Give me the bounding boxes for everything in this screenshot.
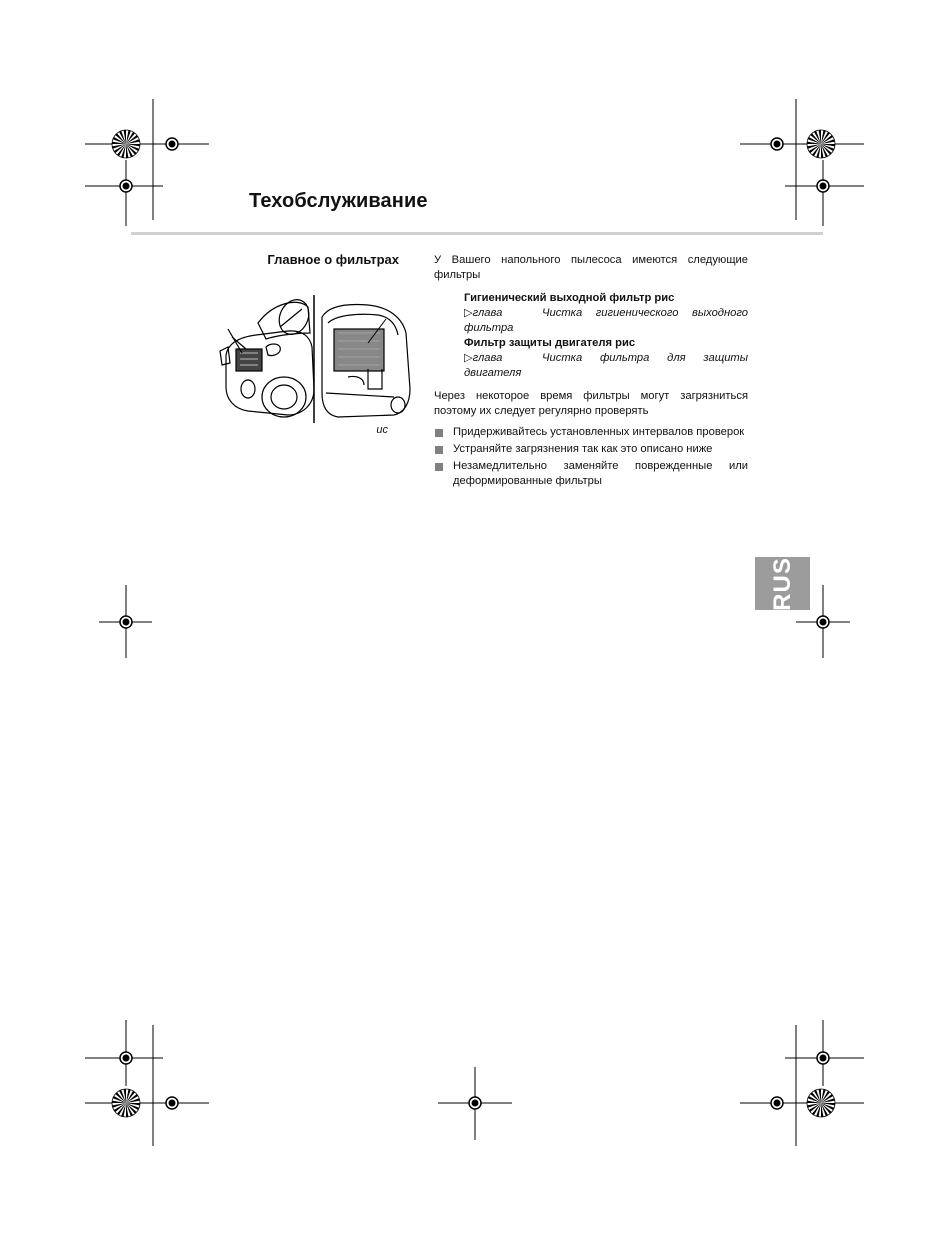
list-item: Придерживайтесь установленных интервалов проверок [434, 425, 748, 440]
page-title: Техобслуживание [249, 190, 428, 212]
starburst-mark [112, 1089, 140, 1117]
figure-caption: ис [376, 424, 388, 436]
filter-item [464, 336, 748, 381]
language-label: RUS [768, 556, 796, 611]
starburst-mark [807, 1089, 835, 1117]
filter-item [464, 291, 748, 336]
vacuum-filter-illustration [218, 293, 413, 423]
filter-title: Гигиенический выходной фильтр рис [464, 292, 675, 304]
triangle-pointer-icon: ▷ [464, 352, 473, 364]
filter-reference [464, 351, 748, 381]
body-column [434, 253, 748, 491]
chapter-label: глава [472, 307, 503, 319]
square-bullet-icon [435, 429, 443, 437]
note-text: Через некоторое время фильтры могут загрязниться поэтому их следует регулярно проверять [434, 390, 748, 417]
language-tab [755, 557, 810, 610]
chapter-title: Чистка гигиенического выходного фильтра [464, 307, 748, 334]
triangle-pointer-icon: ▷ [464, 307, 473, 319]
filter-list [464, 291, 748, 381]
filter-title: Фильтр защиты двигателя рис [464, 337, 636, 349]
square-bullet-icon [435, 463, 443, 471]
starburst-mark [807, 130, 835, 158]
list-item: Незамедлительно заменяйте поврежденные или деформированные фильтры [434, 459, 748, 489]
starburst-mark [112, 130, 140, 158]
chapter-title: Чистка фильтра для защиты двигателя [464, 352, 748, 379]
chapter-label: глава [472, 352, 503, 364]
list-item: Устраняйте загрязнения так как это описано ниже [434, 442, 748, 457]
section-heading: Главное о фильтрах [267, 252, 399, 267]
bullet-list [434, 425, 748, 489]
square-bullet-icon [435, 446, 443, 454]
filter-reference [464, 306, 748, 336]
intro-text: У Вашего напольного пылесоса имеются следующие фильтры [434, 254, 748, 281]
title-divider [131, 232, 823, 235]
